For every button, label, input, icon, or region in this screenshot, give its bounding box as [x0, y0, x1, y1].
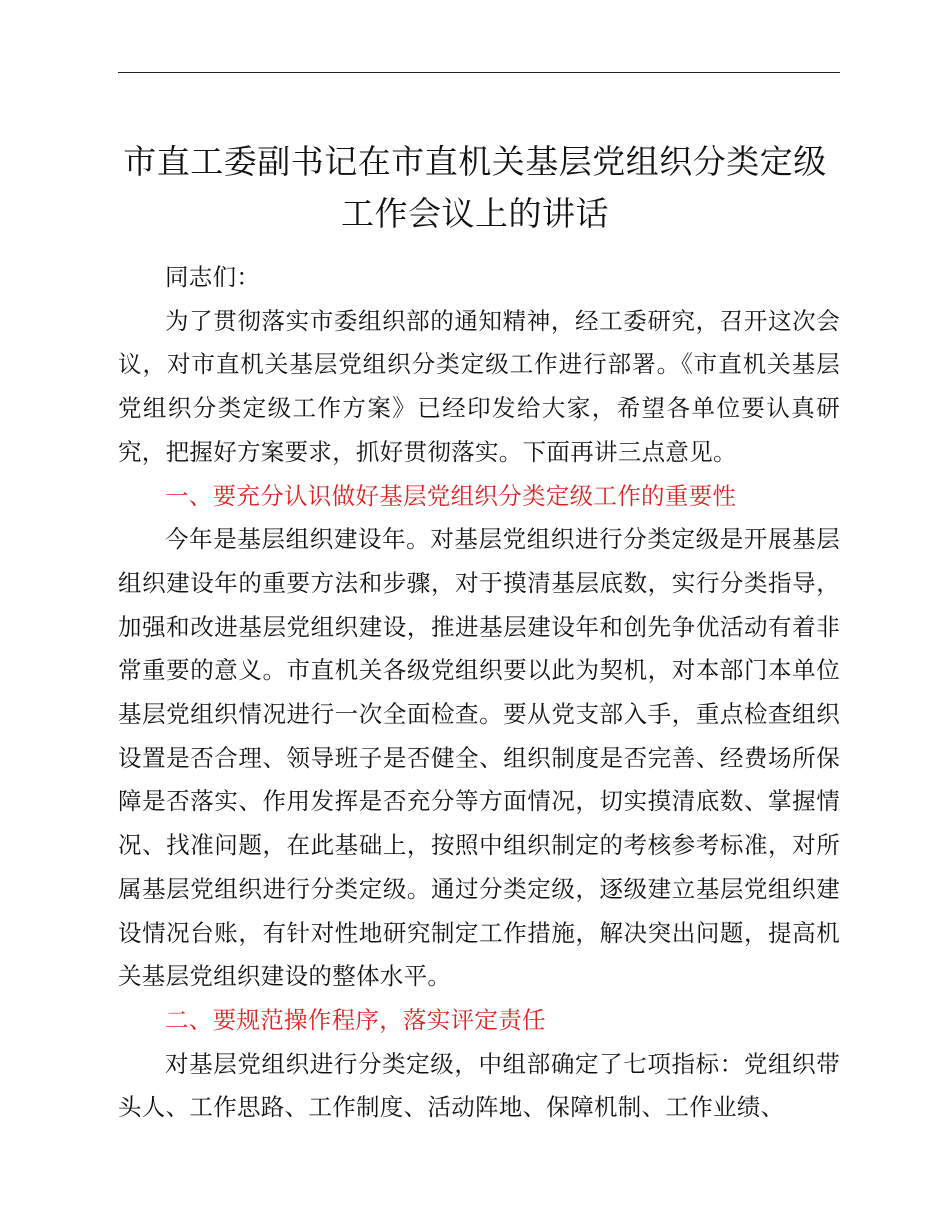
header-rule: [118, 72, 840, 73]
title-line-2: 工作会议上的讲话: [341, 194, 609, 233]
document-body: [118, 256, 840, 1130]
intro-paragraph: 为了贯彻落实市委组织部的通知精神，经工委研究，召开这次会议，对市直机关基层党组织分类定级工作进行部署。《市直机关基层党组织分类定级工作方案》已经印发给大家，希望各单位要认真研究，把握好方案要求，抓好贯彻落实。下面再讲三点意见。: [118, 306, 840, 466]
document-title: [100, 136, 850, 240]
salutation: 同志们：: [165, 263, 261, 291]
section-2-paragraph: 对基层党组织进行分类定级，中组部确定了七项指标：党组织带头人、工作思路、工作制度、活动阵地、保障机制、工作业绩、: [118, 1049, 840, 1122]
title-line-1: 市直工委副书记在市直机关基层党组织分类定级: [123, 142, 827, 181]
section-2-heading: 二、要规范操作程序，落实评定责任: [165, 1005, 546, 1034]
section-1-heading: 一、要充分认识做好基层党组织分类定级工作的重要性: [165, 481, 737, 510]
section-1-paragraph: 今年是基层组织建设年。对基层党组织进行分类定级是开展基层组织建设年的重要方法和步骤，对于摸清基层底数，实行分类指导，加强和改进基层党组织建设，推进基层建设年和创先争优活动有着非常重要的意义。市直机关各级党组织要以此为契机，对本部门本单位基层党组织情况进行一次全面检查。要从党支部入手，重点检查组织设置是否合理、领导班子是否健全、组织制度是否完善、经费场所保障是否落实、作用发挥是否充分等方面情况，切实摸清底数、掌握情况、找准问题，在此基础上，按照中组织制定的考核参考标准，对所属基层党组织进行分类定级。通过分类定级，逐级建立基层党组织建设情况台账，有针对性地研究制定工作措施，解决突出问题，提高机关基层党组织建设的整体水平。: [118, 525, 840, 991]
